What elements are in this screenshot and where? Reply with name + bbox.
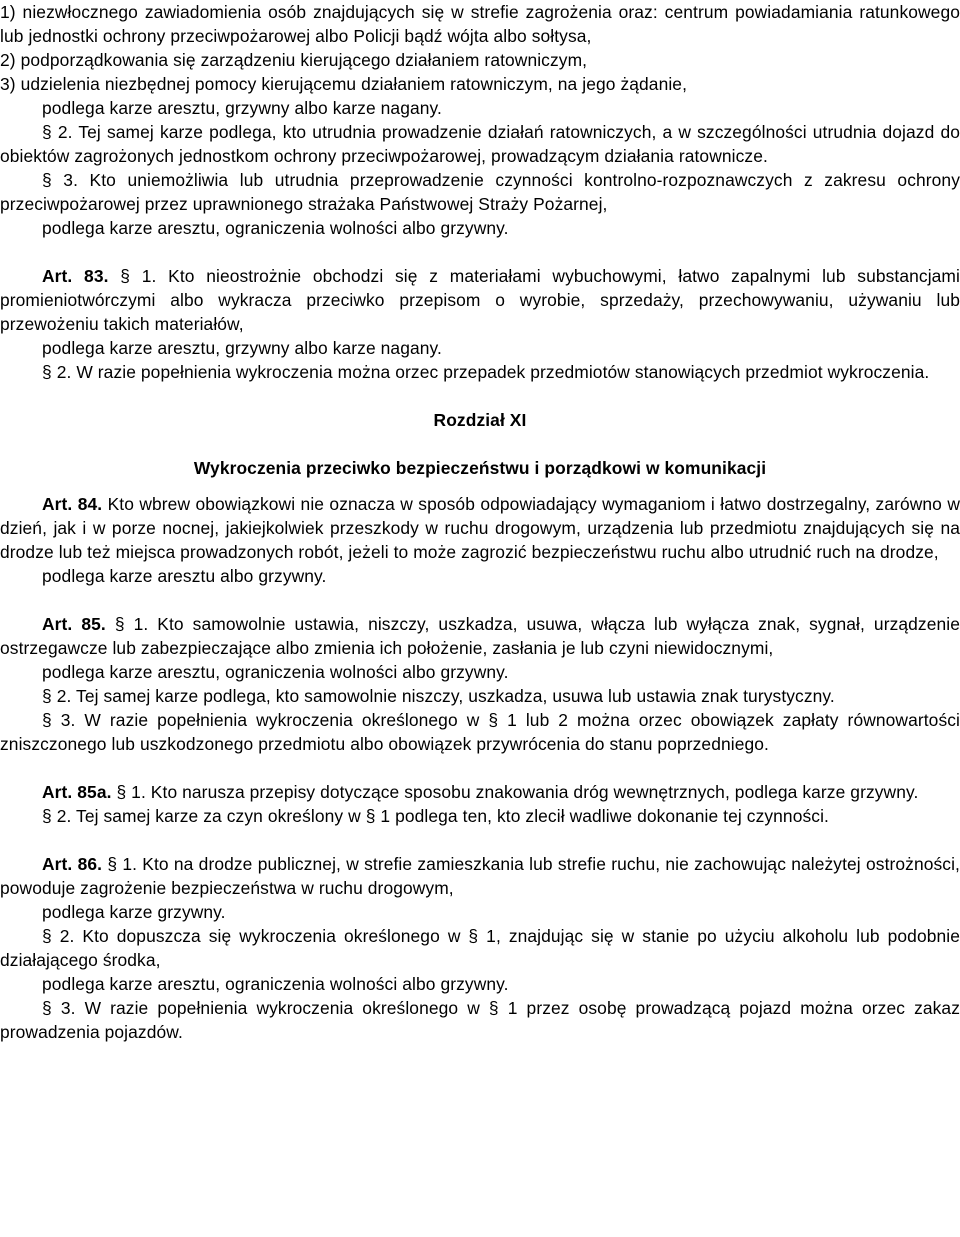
- spacer: [0, 384, 960, 408]
- section-heading: Rozdział XI: [433, 410, 527, 430]
- article-text: § 1. Kto narusza przepisy dotyczące sposobu znakowania dróg wewnętrznych, podlega karze grzywny.: [116, 782, 919, 802]
- penalty-clause: podlega karze aresztu, ograniczenia wolności albo grzywny.: [42, 662, 509, 682]
- article-paragraph: [0, 780, 960, 804]
- spacer: [0, 588, 960, 612]
- spacer: [0, 828, 960, 852]
- article-paragraph: [0, 612, 960, 660]
- spacer: [0, 756, 960, 780]
- paragraph-section: § 2. Kto dopuszcza się wykroczenia określonego w § 1, znajdując się w stanie po użyciu alkoholu lub podobnie działającego środka,: [0, 926, 960, 970]
- penalty-clause: podlega karze aresztu, grzywny albo karze nagany.: [42, 338, 442, 358]
- article-label: Art. 86.: [42, 854, 103, 874]
- penalty-clause: podlega karze grzywny.: [42, 902, 226, 922]
- paragraph-section: § 2. W razie popełnienia wykroczenia można orzec przepadek przedmiotów stanowiących przedmiot wykroczenia.: [42, 362, 930, 382]
- article-text: § 1. Kto nieostrożnie obchodzi się z materiałami wybuchowymi, łatwo zapalnymi lub substancjami promieniotwórczymi albo wykracza przeciwko przepisom o wyrobie, sprzedaży, przechowywaniu, używaniu lub przewożeniu takich materiałów,: [0, 266, 960, 334]
- paragraph-section: § 2. Tej samej karze podlega, kto utrudnia prowadzenie działań ratowniczych, a w szczególności utrudnia dojazd do obiektów zagrożonych jednostkom ochrony przeciwpożarowej, prowadzącym działania ratownicze.: [0, 122, 960, 166]
- penalty-clause: podlega karze aresztu albo grzywny.: [42, 566, 327, 586]
- article-label: Art. 84.: [42, 494, 103, 514]
- article-label: Art. 85a.: [42, 782, 112, 802]
- list-item: 2) podporządkowania się zarządzeniu kierującego działaniem ratowniczym,: [0, 50, 588, 70]
- spacer: [0, 240, 960, 264]
- paragraph-section: § 3. Kto uniemożliwia lub utrudnia przeprowadzenie czynności kontrolno-rozpoznawczych z zakresu ochrony przeciwpożarowej przez uprawnionego strażaka Państwowej Straży Pożarnej,: [0, 170, 960, 214]
- list-item: 3) udzielenia niezbędnej pomocy kierującemu działaniem ratowniczym, na jego żądanie,: [0, 74, 688, 94]
- penalty-clause: podlega karze aresztu, ograniczenia wolności albo grzywny.: [42, 974, 509, 994]
- list-item: 1) niezwłocznego zawiadomienia osób znajdujących się w strefie zagrożenia oraz: centrum powiadamiania ratunkowego lub jednostki ochrony przeciwpożarowej albo Policji bądź wójta albo sołtysa,: [0, 2, 960, 46]
- spacer: [0, 432, 960, 456]
- paragraph-section: § 2. Tej samej karze podlega, kto samowolnie niszczy, uszkadza, usuwa lub ustawia znak turystyczny.: [42, 686, 835, 706]
- section-heading: Wykroczenia przeciwko bezpieczeństwu i porządkowi w komunikacji: [193, 458, 767, 478]
- article-text: Kto wbrew obowiązkowi nie oznacza w sposób odpowiadający wymaganiom i łatwo dostrzegalny, zarówno w dzień, jak i w porze nocnej, jakiejkolwiek przeszkody w ruchu drogowym, urządzenia lub przedmiotu znajdujących się na drodze lub też miejsca prowadzonych robót, jeżeli to może zagrozić bezpieczeństwu ruchu albo utrudnić ruch na drodze,: [0, 494, 960, 562]
- penalty-clause: podlega karze aresztu, grzywny albo karze nagany.: [42, 98, 442, 118]
- article-paragraph: [0, 264, 960, 336]
- article-text: § 1. Kto samowolnie ustawia, niszczy, uszkadza, usuwa, włącza lub wyłącza znak, sygnał, urządzenie ostrzegawcze lub zabezpieczające albo zmienia ich położenie, zasłania je lub czyni niewidocznymi,: [0, 614, 960, 658]
- paragraph-section: § 3. W razie popełnienia wykroczenia określonego w § 1 przez osobę prowadzącą pojazd można orzec zakaz prowadzenia pojazdów.: [0, 998, 960, 1042]
- article-label: Art. 85.: [42, 614, 106, 634]
- paragraph-section: § 2. Tej samej karze za czyn określony w § 1 podlega ten, kto zlecił wadliwe dokonanie tej czynności.: [42, 806, 829, 826]
- penalty-clause: podlega karze aresztu, ograniczenia wolności albo grzywny.: [42, 218, 509, 238]
- article-paragraph: [0, 492, 960, 564]
- article-paragraph: [0, 852, 960, 900]
- article-text: § 1. Kto na drodze publicznej, w strefie zamieszkania lub strefie ruchu, nie zachowując należytej ostrożności, powoduje zagrożenie bezpieczeństwa w ruchu drogowym,: [0, 854, 960, 898]
- spacer: [0, 480, 960, 492]
- paragraph-section: § 3. W razie popełnienia wykroczenia określonego w § 1 lub 2 można orzec obowiązek zapłaty równowartości zniszczonego lub uszkodzonego przedmiotu albo obowiązek przywrócenia do stanu poprzedniego.: [0, 710, 960, 754]
- article-label: Art. 83.: [42, 266, 109, 286]
